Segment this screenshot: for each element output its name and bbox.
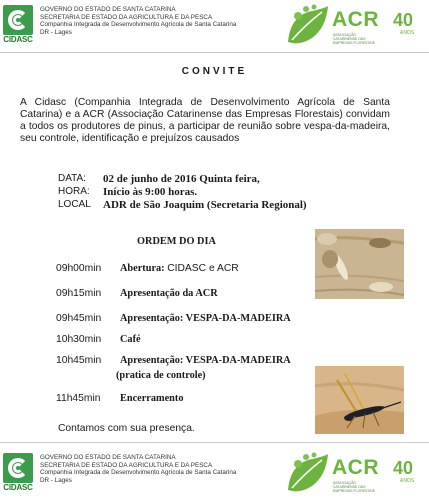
woodwasp-photo <box>315 366 404 434</box>
cidasc-logo <box>3 5 33 45</box>
anniversary-word: ANOS <box>400 30 415 36</box>
agenda-label: Encerramento <box>120 393 184 404</box>
footer-band <box>0 448 429 498</box>
agenda-time: 11h45min <box>56 393 101 404</box>
header-band-top <box>0 0 429 50</box>
anniversary-word: ANOS <box>400 478 415 484</box>
invitation-title: CONVITE <box>181 66 248 77</box>
gov-line: Companhia Integrada de Desenvolvimento Agrícola de Santa Catarina <box>40 21 237 29</box>
agenda-time: 09h45min <box>56 313 102 324</box>
header-divider <box>0 52 429 53</box>
agenda-heading: ORDEM DO DIA <box>137 236 216 247</box>
time-label: HORA: <box>58 186 90 197</box>
anniversary-badge <box>393 10 414 36</box>
acr-leaf-icon <box>286 452 330 494</box>
gov-line: DR - Lages <box>40 476 72 484</box>
agenda-label: Abertura: CIDASC e ACR <box>120 263 239 274</box>
place-value: ADR de São Joaquim (Secretaria Regional) <box>103 199 307 211</box>
acr-logo <box>286 450 426 496</box>
anniversary-badge <box>393 458 414 484</box>
agenda-label: Café <box>120 334 141 345</box>
agenda-label: Apresentação: VESPA-DA-MADEIRA <box>120 313 291 324</box>
agenda-time: 09h00min <box>56 263 102 274</box>
place-label: LOCAL <box>58 199 91 210</box>
agenda-time: 10h45min <box>56 355 102 366</box>
wood-larvae-photo <box>315 229 404 299</box>
government-header-text <box>40 6 280 36</box>
gov-line: GOVERNO DO ESTADO DE SANTA CATARINA <box>40 6 176 13</box>
government-footer-text <box>40 454 280 484</box>
date-label: DATA: <box>58 173 86 184</box>
cidasc-logo-word: CIDASC <box>3 483 33 492</box>
cidasc-logo-word: CIDASC <box>3 35 33 44</box>
date-value: 02 de junho de 2016 Quinta feira, <box>103 173 260 185</box>
gov-line: GOVERNO DO ESTADO DE SANTA CATARINA <box>40 454 176 461</box>
gov-line: Companhia Integrada de Desenvolvimento Agrícola de Santa Catarina <box>40 469 237 477</box>
acr-logo <box>286 2 426 48</box>
acr-leaf-icon <box>286 4 330 46</box>
agenda-label-rest: CIDASC e ACR <box>167 263 239 274</box>
closing-text: Contamos com sua presença. <box>58 423 195 434</box>
invitation-intro: A Cidasc (Companhia Integrada de Desenvolvimento Agrícola de Santa Catarina) e a ACR (Associação Catarinense das Empresas Florestais) convidam a todos os produtores de pinus, a participar de reunião sobre vespa-da-madeira, seu controle, identificação e prejuízos causados <box>20 97 390 144</box>
acr-logo-word: ACR <box>332 456 379 479</box>
agenda-label: Apresentação: VESPA-DA-MADEIRA <box>120 355 291 366</box>
footer-divider <box>0 442 429 443</box>
agenda-time: 09h15min <box>56 288 102 299</box>
acr-logo-subtitle: ASSOCIAÇÃO CATARINENSE DAS EMPRESAS FLORESTAIS <box>333 481 375 493</box>
anniversary-number: 40 <box>393 10 414 30</box>
acr-logo-word: ACR <box>332 8 379 31</box>
agenda-label-line2: (pratica de controle) <box>116 370 206 381</box>
cidasc-logo-mark <box>3 453 33 483</box>
agenda-time: 10h30min <box>56 334 102 345</box>
cidasc-logo-mark <box>3 5 33 35</box>
time-value: Início às 9:00 horas. <box>103 186 198 198</box>
agenda-label: Apresentação da ACR <box>120 288 218 299</box>
gov-line: SECRETARIA DE ESTADO DA AGRICULTURA E DA PESCA <box>40 461 213 469</box>
acr-logo-subtitle: ASSOCIAÇÃO CATARINENSE DAS EMPRESAS FLORESTAIS <box>333 33 375 45</box>
cidasc-logo <box>3 453 33 493</box>
gov-line: SECRETARIA DE ESTADO DA AGRICULTURA E DA PESCA <box>40 13 213 21</box>
anniversary-number: 40 <box>393 458 414 478</box>
gov-line: DR - Lages <box>40 28 72 36</box>
